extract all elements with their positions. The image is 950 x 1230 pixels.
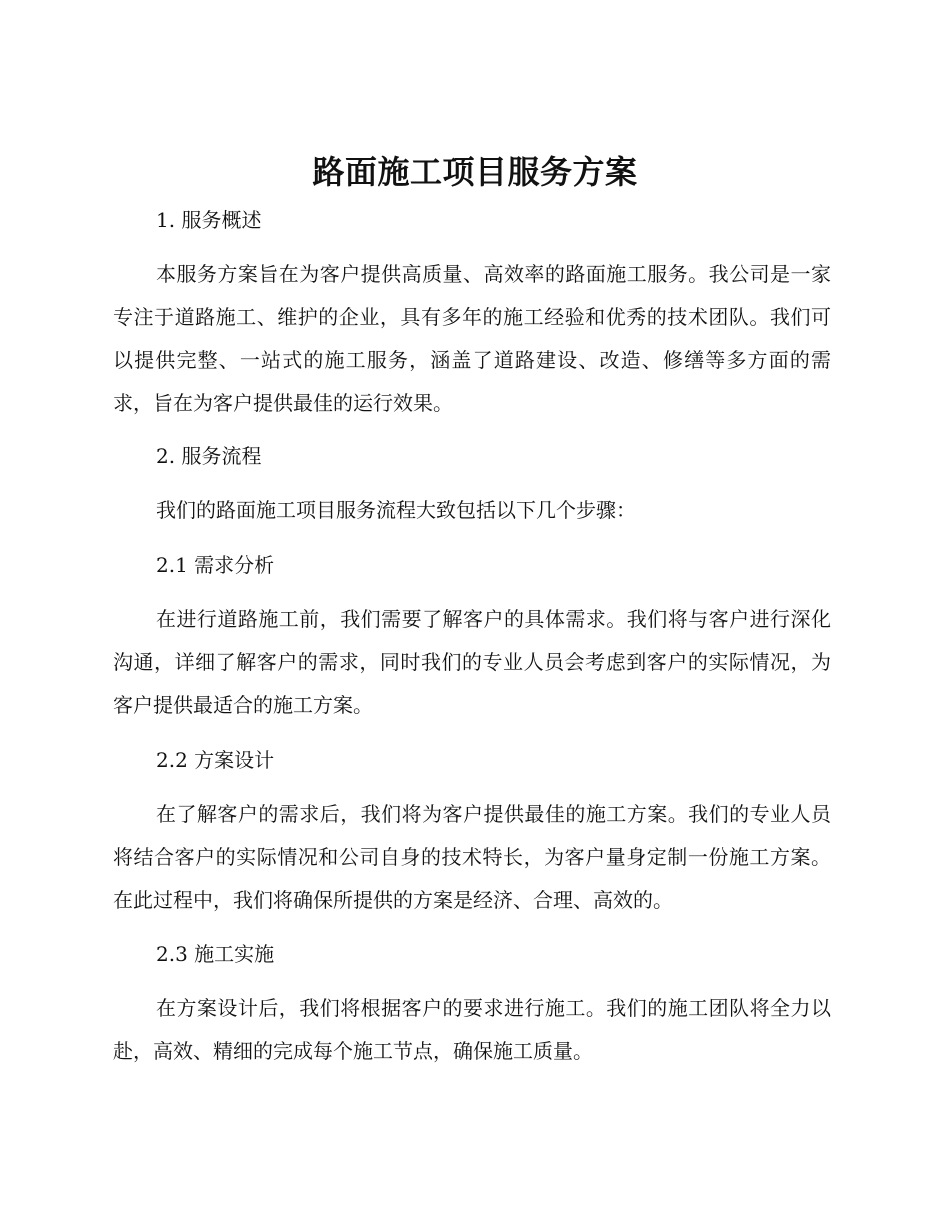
section-paragraph-overview: 本服务方案旨在为客户提供高质量、高效率的路面施工服务。我公司是一家专注于道路施工、维护的企业，具有多年的施工经验和优秀的技术团队。我们可以提供完整、一站式的施工服务，涵盖了道路建设、改造、修缮等多方面的需求，旨在为客户提供最佳的运行效果。: [113, 262, 831, 415]
section-paragraph-requirement-analysis: 在进行道路施工前，我们需要了解客户的具体需求。我们将与客户进行深化沟通，详细了解客户的需求，同时我们的专业人员会考虑到客户的实际情况，为客户提供最适合的施工方案。: [113, 607, 831, 717]
section-heading-process: 2. 服务流程: [156, 444, 262, 468]
section-paragraph-process: 我们的路面施工项目服务流程大致包括以下几个步骤：: [156, 498, 636, 522]
section-heading-overview: 1. 服务概述: [156, 208, 262, 232]
section-heading-requirement-analysis: 2.1 需求分析: [156, 553, 275, 577]
document-title: 路面施工项目服务方案: [312, 153, 638, 191]
section-heading-construction: 2.3 施工实施: [156, 942, 275, 966]
section-heading-plan-design: 2.2 方案设计: [156, 748, 275, 772]
section-paragraph-plan-design: 在了解客户的需求后，我们将为客户提供最佳的施工方案。我们的专业人员将结合客户的实际情况和公司自身的技术特长，为客户量身定制一份施工方案。在此过程中，我们将确保所提供的方案是经济、合理、高效的。: [113, 802, 831, 912]
section-paragraph-construction: 在方案设计后，我们将根据客户的要求进行施工。我们的施工团队将全力以赴，高效、精细的完成每个施工节点，确保施工质量。: [113, 996, 831, 1063]
